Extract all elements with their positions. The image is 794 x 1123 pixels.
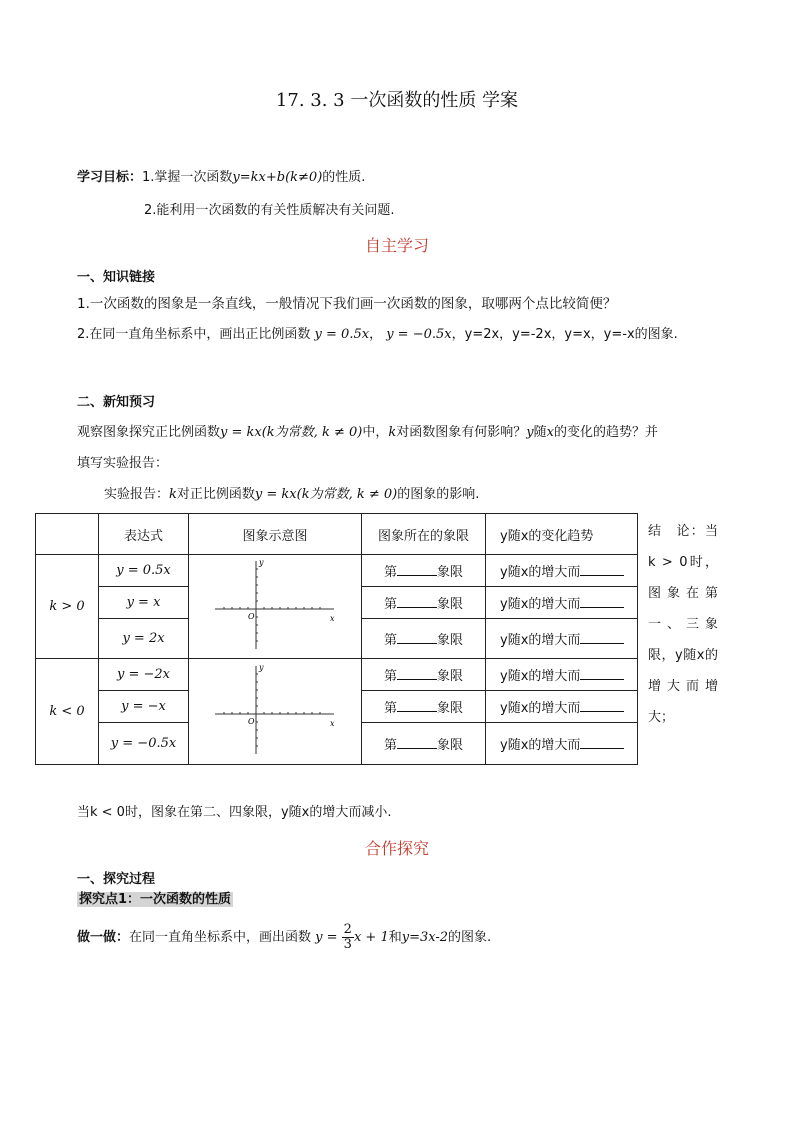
preview-text-c: 对函数图象有何影响？ xyxy=(396,425,527,440)
report-label: 实验报告： xyxy=(104,487,170,502)
expression-cell: y = −x xyxy=(99,691,189,723)
group-label-k-positive: k > 0 xyxy=(36,555,99,659)
trend-blank[interactable] xyxy=(580,632,624,644)
quadrant-prefix: 第 xyxy=(383,597,397,612)
after-table-text: 当k < 0时，图象在第二、四象限，y随x的增大而减小. xyxy=(77,805,392,820)
section-title-cooperative: 合作探究 xyxy=(364,839,429,858)
do-it-text: 在同一直角坐标系中，画出函数 xyxy=(129,930,312,945)
do-it-suffix: 的图象. xyxy=(448,930,492,945)
q2-suffix: 的图象. xyxy=(634,327,678,342)
preview-y: y xyxy=(526,425,534,440)
question-1: 1.一次函数的图象是一条直线，一般情况下我们画一次函数的图象，取哪两个点比较简便？ xyxy=(77,296,617,312)
conclusion-text: 结 论：当k > 0时，图象在第一、三象限，y随x的增大而增大； xyxy=(648,524,718,725)
quadrant-blank[interactable] xyxy=(397,564,437,576)
learning-objectives-1 xyxy=(77,166,365,185)
quadrant-prefix: 第 xyxy=(383,738,397,753)
quadrant-prefix: 第 xyxy=(383,633,397,648)
preview-text-e: 的变化的趋势？并 xyxy=(553,425,658,440)
quadrant-prefix: 第 xyxy=(383,669,397,684)
trend-cell xyxy=(486,659,638,691)
quadrant-suffix: 象限 xyxy=(437,701,464,716)
fraction-numerator: 2 xyxy=(343,922,352,937)
exploration-point-1 xyxy=(77,888,233,907)
heading-exploration: 一、探究过程 xyxy=(77,872,156,887)
trend-cell xyxy=(486,619,638,659)
table-header-row xyxy=(36,514,638,555)
axis-y-label: y xyxy=(259,558,264,567)
report-text-c: 的图象的影响. xyxy=(397,487,480,502)
preview-k: k xyxy=(388,425,397,440)
quadrant-suffix: 象限 xyxy=(437,565,464,580)
objective-1-suffix: 的性质. xyxy=(322,170,366,185)
preview-x: x xyxy=(546,425,554,440)
do-it-y: y = xyxy=(311,930,342,945)
quadrant-prefix: 第 xyxy=(383,565,397,580)
trend-blank[interactable] xyxy=(580,700,624,712)
axis-y-label: y xyxy=(259,663,264,672)
trend-blank[interactable] xyxy=(580,737,624,749)
trend-text: y随x的增大而 xyxy=(500,565,581,580)
q2-formula-2: y = −0.5x xyxy=(386,327,452,342)
fraction-two-thirds xyxy=(342,923,354,952)
table-header-expression: 表达式 xyxy=(99,514,189,555)
quadrant-blank[interactable] xyxy=(397,700,437,712)
heading-preview: 二、新知预习 xyxy=(77,395,156,410)
group-label-k-negative: k < 0 xyxy=(36,659,99,765)
preview-text-b: 中， xyxy=(362,425,389,440)
question-2: 2.在同一直角坐标系中，画出正比例函数 y = 0.5x， y = −0.5x，y=2x，y=-2x，y=x，y=-x的图象. xyxy=(77,327,678,342)
expression-cell: y = −0.5x xyxy=(99,723,189,765)
quadrant-cell xyxy=(362,555,486,587)
experiment-table xyxy=(35,513,638,765)
quadrant-suffix: 象限 xyxy=(437,597,464,612)
axes-sketch-positive xyxy=(210,557,340,652)
quadrant-suffix: 象限 xyxy=(437,633,464,648)
exploration-point-label: 探究点1：一次函数的性质 xyxy=(79,892,232,907)
quadrant-blank[interactable] xyxy=(397,737,437,749)
table-header-sketch: 图象示意图 xyxy=(189,514,362,555)
trend-cell xyxy=(486,691,638,723)
trend-cell xyxy=(486,587,638,619)
table-row xyxy=(36,555,638,587)
expression-cell: y = x xyxy=(99,587,189,619)
q2-formula-rest: ，y=2x，y=-2x，y=x，y=-x xyxy=(451,327,635,342)
table-header-quadrant: 图象所在的象限 xyxy=(362,514,486,555)
sketch-cell-positive xyxy=(189,555,362,659)
axes-sketch-negative xyxy=(210,662,340,757)
trend-cell xyxy=(486,723,638,765)
quadrant-cell xyxy=(362,619,486,659)
q2-formula-1: y = 0.5x xyxy=(314,327,370,342)
quadrant-suffix: 象限 xyxy=(437,738,464,753)
table-header-trend: y随x的变化趋势 xyxy=(486,514,638,555)
do-it-label: 做一做： xyxy=(77,930,130,945)
axis-x-label: x xyxy=(330,614,335,623)
trend-blank[interactable] xyxy=(580,596,624,608)
heading-knowledge-link: 一、知识链接 xyxy=(77,270,156,285)
do-it-line xyxy=(77,923,491,953)
axis-x-label: x xyxy=(330,719,335,728)
expression-cell: y = 2x xyxy=(99,619,189,659)
trend-text: y随x的增大而 xyxy=(500,738,581,753)
trend-blank[interactable] xyxy=(580,564,624,576)
objectives-label: 学习目标： xyxy=(77,170,143,185)
learning-objective-2: 2.能利用一次函数的有关性质解决有关问题. xyxy=(144,203,395,218)
do-it-formula-2: y=3x-2 xyxy=(401,930,449,945)
expression-cell: y = 0.5x xyxy=(99,555,189,587)
fraction-denominator: 3 xyxy=(343,937,352,952)
section-title-self-study: 自主学习 xyxy=(364,236,429,255)
quadrant-prefix: 第 xyxy=(383,701,397,716)
do-it-formula-1: x + 1 xyxy=(353,930,389,945)
trend-text: y随x的增大而 xyxy=(500,633,581,648)
do-it-and: 和 xyxy=(388,930,402,945)
preview-formula: y = kx(k为常数, k ≠ 0) xyxy=(220,425,363,440)
axis-origin-label: O xyxy=(248,717,255,726)
report-text-b: 对正比例函数 xyxy=(176,487,255,502)
quadrant-cell xyxy=(362,659,486,691)
trend-cell xyxy=(486,555,638,587)
quadrant-cell xyxy=(362,723,486,765)
preview-line-2: 填写实验报告： xyxy=(77,456,169,471)
preview-line-1 xyxy=(77,421,658,440)
report-formula: y = kx(k为常数, k ≠ 0) xyxy=(254,487,398,502)
trend-text: y随x的增大而 xyxy=(500,701,581,716)
q2-prefix: 2.在同一直角坐标系中，画出正比例函数 xyxy=(77,327,311,342)
preview-text-d: 随 xyxy=(533,425,547,440)
experiment-report-line xyxy=(104,483,479,502)
table-row xyxy=(36,659,638,691)
trend-blank[interactable] xyxy=(580,668,624,680)
sketch-cell-negative xyxy=(189,659,362,765)
quadrant-blank[interactable] xyxy=(397,596,437,608)
table-header-empty xyxy=(36,514,99,555)
objective-1-text: 1.掌握一次函数 xyxy=(142,170,233,185)
quadrant-blank[interactable] xyxy=(397,632,437,644)
trend-text: y随x的增大而 xyxy=(500,597,581,612)
objective-1-formula: y=kx+b(k≠0) xyxy=(232,170,323,185)
quadrant-blank[interactable] xyxy=(397,668,437,680)
axis-ticks xyxy=(224,569,320,641)
report-k: k xyxy=(169,487,177,502)
axis-ticks xyxy=(224,674,320,746)
preview-text-a: 观察图象探究正比例函数 xyxy=(77,425,221,440)
quadrant-cell xyxy=(362,691,486,723)
expression-cell: y = −2x xyxy=(99,659,189,691)
page-title: 17. 3. 3 一次函数的性质 学案 xyxy=(275,90,519,111)
quadrant-cell xyxy=(362,587,486,619)
trend-text: y随x的增大而 xyxy=(500,669,581,684)
axis-origin-label: O xyxy=(248,612,255,621)
quadrant-suffix: 象限 xyxy=(437,669,464,684)
